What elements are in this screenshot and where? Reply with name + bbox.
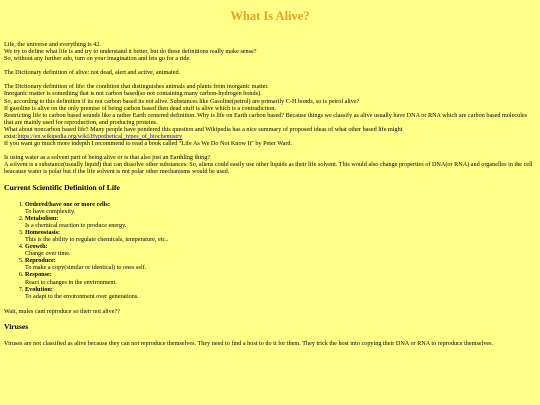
intro-line: We try to define what life is and try to understand it better, but do these definitions really make sense? <box>4 48 257 56</box>
list-item <box>25 243 536 257</box>
intro-line: Life, the universe and everything is 42. <box>4 41 101 48</box>
life-line: If gasoline is alive on the only premise of being carbon based then dead stuff is alive which is a contradiction. <box>4 104 276 112</box>
life-line: Restricting life to carbon based sounds like a rather Earth centered definition. Why is life on Earth carbon based? Because things we classify as alive usually have DNA or RNA which are carbon based molecules that are mainly used for reproduction, and producing proteins. <box>4 111 528 126</box>
criterion-desc: To make a copy(similar or identical) to ones self. <box>25 264 147 272</box>
list-item <box>25 271 536 285</box>
intro-line: So, without any further ado, turn on your imagination and lets go for a ride. <box>4 55 191 63</box>
criterion-desc: To have complexity. <box>25 207 76 215</box>
page-title: What Is Alive? <box>230 9 310 23</box>
water-line: Is using water as a solvent part of being alive or is that also just an Earthling thing? <box>4 154 211 162</box>
intro-paragraph <box>4 41 536 62</box>
life-line: What about noncarbon based life? Many people have pondered this question and Wikipedia has a nice summary of proposed ideas of what other based life might <box>4 125 403 133</box>
criterion-desc: Change over time. <box>25 250 71 258</box>
list-item <box>25 215 536 229</box>
water-paragraph <box>4 154 536 175</box>
life-line: The Dictionary definition of life: the condition that distinguishes animals and plants from inorganic matter. <box>4 83 269 91</box>
life-line: So, according to this definition if its not carbon based its not alive. Substances like Gasoline(petrol) are primarily C-H bonds, so is petrol alive? <box>4 97 360 105</box>
criterion-desc: React to changes in the environment. <box>25 278 117 286</box>
criterion-term: 1. Ordered/have one or more cells: <box>25 200 110 208</box>
mules-note: Wait, mules cant reproduce so their not alive?? <box>4 307 120 315</box>
list-item <box>25 257 536 271</box>
criterion-term: 4. Growth: <box>25 243 48 251</box>
list-item <box>25 229 536 243</box>
scientific-definition-heading: Current Scientific Definition of Life <box>4 182 120 192</box>
link-prefix: exist: <box>4 133 18 141</box>
criterion-desc: Is a chemical reaction to produce energy. <box>25 221 127 229</box>
water-line: A solvent is a substance(usually liquid) that can dissolve other substances. So, aliens could easily use other liquids as their life solvent. This would also change properties of DNA(or RNA) and organelles in the cell beacause water is polar but if the life solvent is not polar other mechanisms would be used. <box>4 161 533 176</box>
criterion-desc: This is the ability to regulate chemicals, temperature, etc.. <box>25 235 169 243</box>
criterion-term: 6. Response: <box>25 271 52 279</box>
viruses-paragraph: Viruses are not classified as alive because they can not reproduce themselves. They need to find a host to do it for them. They trick the host into copying their DNA or RNA to reproduce themselves. <box>4 339 494 347</box>
criterion-term: 2. Metabolism: <box>25 214 59 222</box>
list-item <box>25 286 536 300</box>
wikipedia-biochemistry-link[interactable]: https://en.wikipedia.org/wiki/Hypothetical_types_of_biochemistry <box>17 133 183 141</box>
book-recommendation: If you want go much more indepth I recommend to read a book called "Life As We Do Not Know It" by Peter Ward. <box>4 140 293 148</box>
viruses-heading: Viruses <box>4 321 29 331</box>
criterion-term: 7. Evolution: <box>25 285 53 293</box>
wiki-link-line <box>4 133 536 140</box>
dictionary-alive-paragraph: The Dictionary definition of alive: not dead, alert and active, animated. <box>4 69 181 77</box>
life-line: Inorganic matter is something that is not carbon based(so not containing many carbon-hydrogen bonds). <box>4 90 262 98</box>
life-definition-paragraph <box>4 83 536 147</box>
criterion-term: 3. Homeostasis: <box>25 228 61 236</box>
life-criteria-list <box>4 201 536 300</box>
criterion-term: 5. Reproduce: <box>25 257 56 265</box>
list-item <box>25 201 536 215</box>
criterion-desc: To adapt to the environment over generations. <box>25 292 139 300</box>
